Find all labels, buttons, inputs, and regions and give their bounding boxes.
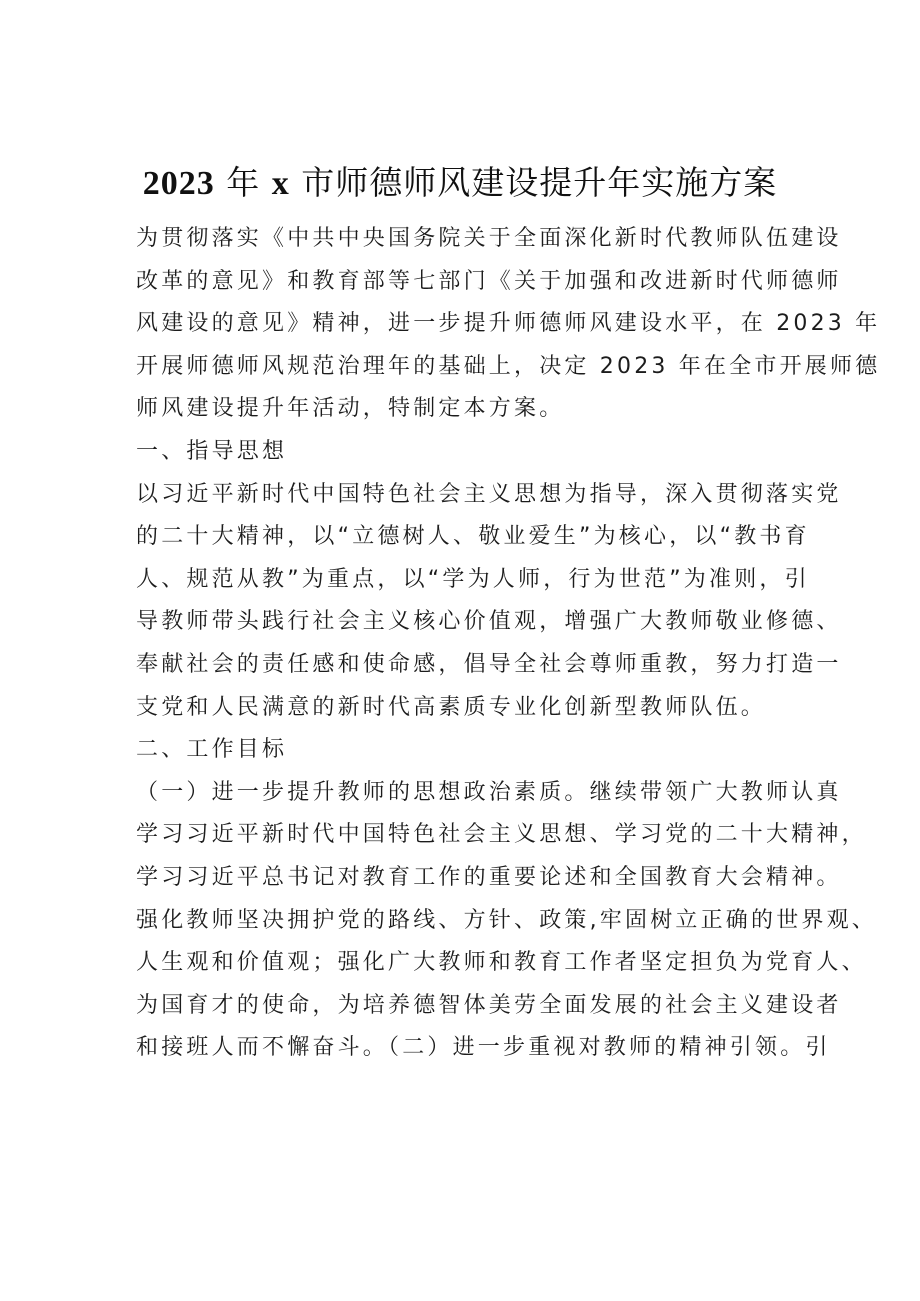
intro-paragraph-line: 开展师德师风规范治理年的基础上，决定 2023 年在全市开展师德 xyxy=(136,353,881,379)
work-goals-paragraph-line: 学习习近平总书记对教育工作的重要论述和全国教育大会精神。 xyxy=(136,864,842,890)
title-city-placeholder: x xyxy=(271,165,290,203)
intro-paragraph-line: 师风建设提升年活动，特制定本方案。 xyxy=(136,396,565,422)
section-heading-work-goals: 二、工作目标 xyxy=(136,737,288,763)
guiding-ideology-paragraph-line: 导教师带头践行社会主义核心价值观，增强广大教师敬业修德、 xyxy=(136,609,842,635)
intro-paragraph-line: 为贯彻落实《中共中央国务院关于全面深化新时代教师队伍建设 xyxy=(136,226,842,251)
document-body xyxy=(136,218,881,1070)
intro-paragraph-line: 改革的意见》和教育部等七部门《关于加强和改进新时代师德师 xyxy=(136,268,842,294)
document-title xyxy=(0,160,920,207)
title-part-1: 年 xyxy=(214,163,272,203)
title-part-2: 市师德师风建设提升年实施方案 xyxy=(289,163,778,203)
guiding-ideology-paragraph-line: 奉献社会的责任感和使命感，倡导全社会尊师重教，努力打造一 xyxy=(136,651,842,677)
work-goals-paragraph-line: 强化教师坚决拥护党的路线、方针、政策,牢固树立正确的世界观、 xyxy=(136,907,877,933)
work-goals-paragraph-line: 为国育才的使命，为培养德智体美劳全面发展的社会主义建设者 xyxy=(136,992,842,1018)
work-goals-paragraph-line: 学习习近平新时代中国特色社会主义思想、学习党的二十大精神， xyxy=(136,822,867,848)
work-goals-paragraph-line: （一）进一步提升教师的思想政治素质。继续带领广大教师认真 xyxy=(136,779,842,805)
guiding-ideology-paragraph-line: 人、规范从教”为重点，以“学为人师，行为世范”为准则，引 xyxy=(136,566,810,592)
work-goals-paragraph-line: 和接班人而不懈奋斗。（二）进一步重视对教师的精神引领。引 xyxy=(136,1035,831,1061)
work-goals-paragraph-line: 人生观和价值观；强化广大教师和教育工作者坚定担负为党育人、 xyxy=(136,950,867,976)
title-year: 2023 xyxy=(142,165,215,203)
guiding-ideology-paragraph-line: 支党和人民满意的新时代高素质专业化创新型教师队伍。 xyxy=(136,694,767,720)
intro-paragraph-line: 风建设的意见》精神，进一步提升师德师风建设水平，在 2023 年 xyxy=(136,311,881,337)
guiding-ideology-paragraph-line: 的二十大精神，以“立德树人、敬业爱生”为核心，以“教书育 xyxy=(136,524,810,550)
section-heading-guiding-ideology: 一、指导思想 xyxy=(136,438,288,464)
guiding-ideology-paragraph-line: 以习近平新时代中国特色社会主义思想为指导，深入贯彻落实党 xyxy=(136,481,842,507)
